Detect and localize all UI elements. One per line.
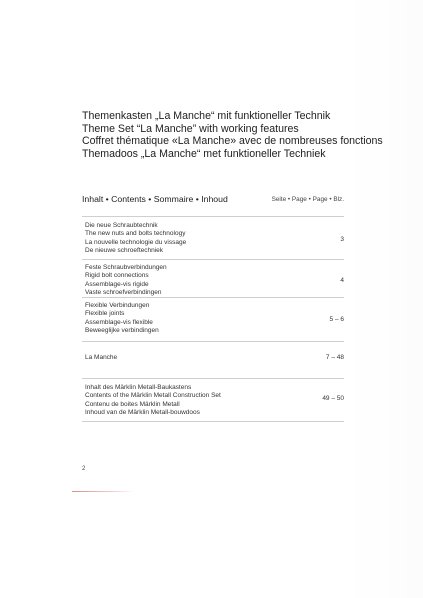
- toc-line: Assemblage-vis rigide: [85, 280, 149, 288]
- toc-divider: [82, 341, 344, 342]
- toc-line: Rigid bolt connections: [85, 272, 149, 280]
- toc-section-schraubtechnik: [82, 222, 344, 262]
- page-number: 2: [82, 466, 86, 472]
- toc-line: Inhoud van de Märklin Metall-bouwdoos: [85, 409, 200, 417]
- toc-page-number: 3: [340, 236, 344, 243]
- toc-line: Feste Schraubverbindungen: [85, 264, 167, 271]
- title-line-fr: Coffret thématique «La Manche» avec de nombreuses fonctions: [82, 135, 383, 148]
- toc-header-page-label: Seite • Page • Page • Blz.: [271, 196, 344, 203]
- toc-page-number: 49 – 50: [322, 395, 344, 402]
- toc-line: The new nuts and bolts technology: [85, 230, 186, 238]
- toc-page-number: 7 – 48: [325, 354, 344, 361]
- toc-line: Contents of the Märklin Metall Construction Set: [85, 392, 221, 400]
- toc-divider: [82, 421, 344, 422]
- title-line-nl: Themadoos „La Manche“ met funktioneller Techniek: [82, 148, 326, 161]
- toc-line: La Manche: [85, 354, 118, 361]
- toc-header: [82, 194, 344, 208]
- title-line-en: Theme Set “La Manche” with working features: [82, 122, 299, 135]
- toc-line: De nieuwe schroeftechniek: [85, 247, 164, 255]
- title-block: [82, 110, 402, 161]
- toc-section-lines: [85, 384, 221, 418]
- toc-line: Die neue Schraubtechnik: [85, 222, 158, 229]
- toc-line: Vaste schroefverbindingen: [85, 289, 162, 297]
- toc-divider: [82, 216, 344, 217]
- bottom-accent-line: [72, 491, 134, 492]
- toc-section-lines: [85, 222, 186, 256]
- toc-section-lines: [85, 264, 167, 298]
- toc-line: La nouvelle technologie du vissage: [85, 238, 187, 246]
- toc-line: Contenu de boites Märklin Metall: [85, 400, 180, 408]
- toc-divider: [82, 297, 344, 298]
- toc-section-lines: [85, 354, 117, 362]
- toc-line: Beweeglijke verbindingen: [85, 327, 159, 335]
- toc-section-flexible-verbindungen: [82, 302, 344, 342]
- toc-section-lines: [85, 302, 159, 336]
- toc-section-la-manche: [82, 354, 344, 368]
- toc-section-baukasten: [82, 384, 344, 424]
- toc-line: Flexible Verbindungen: [85, 302, 150, 309]
- toc-section-feste-verbindungen: [82, 264, 344, 300]
- toc-line: Inhalt des Märklin Metall-Baukastens: [85, 384, 192, 391]
- toc-page-number: 5 – 6: [329, 316, 344, 323]
- toc-divider: [82, 378, 344, 379]
- toc-page-number: 4: [340, 277, 344, 284]
- title-line-de: Themenkasten „La Manche“ mit funktioneller Technik: [82, 110, 331, 122]
- toc-line: Flexible joints: [85, 310, 125, 318]
- toc-header-label: Inhalt • Contents • Sommaire • Inhoud: [82, 194, 228, 204]
- toc-line: Assemblage-vis flexible: [85, 318, 153, 326]
- toc-divider: [82, 259, 344, 260]
